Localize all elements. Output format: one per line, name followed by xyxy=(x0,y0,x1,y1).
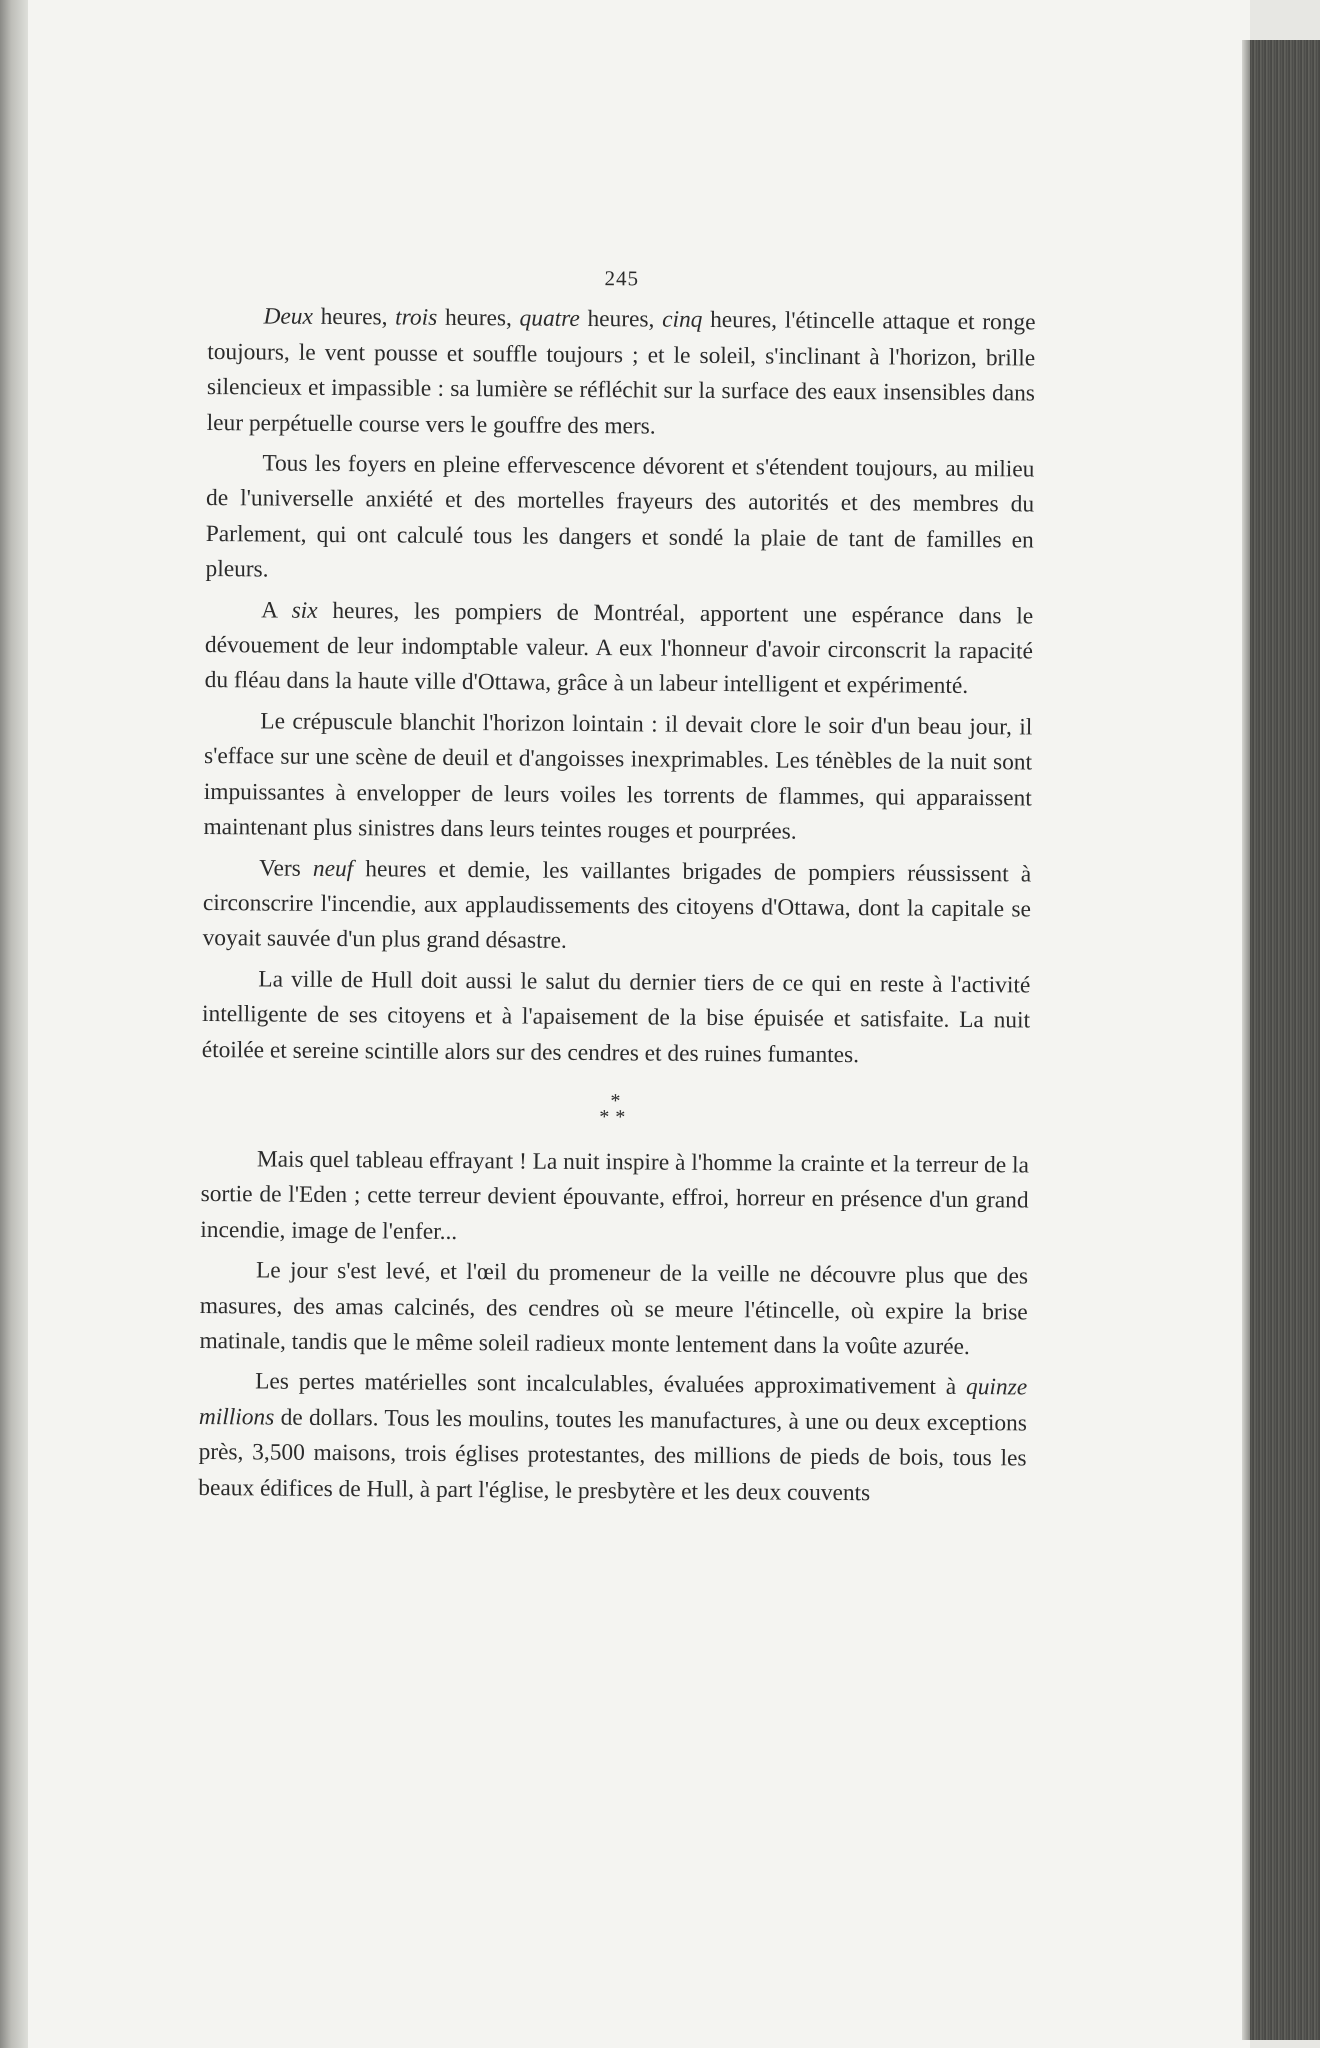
paragraphs-after-break xyxy=(198,1142,1029,1513)
text-run: heures, l'étincelle attaque et ronge toujours, le vent pousse et souffle toujours ; et le soleil, s'inclinant à l'horizon, brille silencieux et impassible : sa lumière se réfléchit sur la surface des eaux insensibles dans leur perpétuelle course vers le gouffre des mers. xyxy=(206,307,1036,440)
text-run: Le jour s'est levé, et l'œil du promeneur de la veille ne découvre plus que des masures, des amas calcinés, des cendres où se meure l'étincelle, où expire la brise matinale, tandis que le même soleil radieux monte lentement dans la voûte azurée. xyxy=(199,1257,1029,1360)
paragraph xyxy=(203,850,1032,963)
text-run: Le crépuscule blanchit l'horizon lointain : il devait clore le soir d'un beau jour, il s'efface sur une scène de deuil et d'angoisses inexprimables. Les ténèbles de la nuit sont impuissantes à envelopper de leurs voiles les torrents de flammes, qui apparaissent maintenant plus sinistres dans leurs teintes rouges et pourprées. xyxy=(203,708,1033,845)
left-page-margin xyxy=(0,0,28,2048)
text-run: heures, xyxy=(437,305,520,332)
italic-text-run: Deux xyxy=(263,303,313,331)
paragraph xyxy=(198,1364,1027,1512)
paragraph xyxy=(205,446,1034,594)
italic-text-run: six xyxy=(291,597,318,624)
text-run: A xyxy=(261,597,292,624)
text-run: heures et demie, les vaillantes brigades de pompiers réussissent à circonscrire l'incendie, aux applaudissements des citoyens d'Ottawa, dont la capitale se voyait sauvée d'un plus grand désastre. xyxy=(202,855,1032,955)
asterism-bottom: ** xyxy=(599,1106,632,1129)
paragraphs-before-break xyxy=(202,299,1036,1074)
text-run: heures, xyxy=(579,306,663,333)
page-number: 245 xyxy=(604,266,640,291)
page-text xyxy=(198,258,1036,1517)
italic-text-run: cinq xyxy=(662,306,703,334)
section-break-asterism xyxy=(201,1090,1029,1131)
paragraph xyxy=(203,704,1032,852)
text-run: Tous les foyers en pleine effervescence dévorent et s'étendent toujours, au milieu de l'universelle anxiété et des mortelles frayeurs des autorités et des membres du Parlement, qui ont calculé tous les dangers et sondé la plaie de tant de familles en pleurs. xyxy=(205,450,1035,583)
text-run: Vers xyxy=(259,854,314,882)
italic-text-run: neuf xyxy=(312,855,354,882)
text-run: heures, les pompiers de Montréal, apportent une espérance dans le dévouement de leur indomptable valeur. A eux l'honneur d'avoir circonscrit la rapacité du fléau dans la haute ville d'Ottawa, grâce à un labeur intelligent et expérimenté. xyxy=(204,597,1034,700)
text-run: La ville de Hull doit aussi le salut du dernier tiers de ce qui en reste à l'activité intelligente de ses citoyens et à l'apaisement de la bise épuisée et satisfaite. La nuit étoilée et sereine scintille alors sur des cendres et des ruines fumantes. xyxy=(201,966,1031,1068)
paragraph xyxy=(202,962,1031,1075)
italic-text-run: trois xyxy=(395,304,438,332)
paragraph xyxy=(199,1253,1028,1366)
italic-text-run: quinze millions xyxy=(198,1374,1028,1431)
paragraph xyxy=(200,1142,1029,1255)
italic-text-run: quatre xyxy=(519,305,580,333)
page-edges xyxy=(1250,40,1320,2040)
paragraph xyxy=(205,593,1034,706)
text-run: Les pertes matérielles sont incalculables, évaluées approximativement à xyxy=(255,1368,967,1401)
text-run: de dollars. Tous les moulins, toutes les manufactures, à une ou deux exceptions près, 3,500 maisons, trois églises protestantes, des millions de pieds de bois, tous les beaux édifices de Hull, à part l'église, le presbytère et les deux couvents xyxy=(198,1404,1027,1506)
text-run: Mais quel tableau effrayant ! La nuit inspire à l'homme la crainte et la terreur de la sortie de l'Eden ; cette terreur devient épouvante, effroi, horreur en présence d'un grand incendie, image de l'enfer... xyxy=(200,1146,1030,1245)
text-run: heures, xyxy=(312,304,396,331)
paragraph xyxy=(207,299,1036,447)
asterism-top: * xyxy=(610,1090,621,1113)
